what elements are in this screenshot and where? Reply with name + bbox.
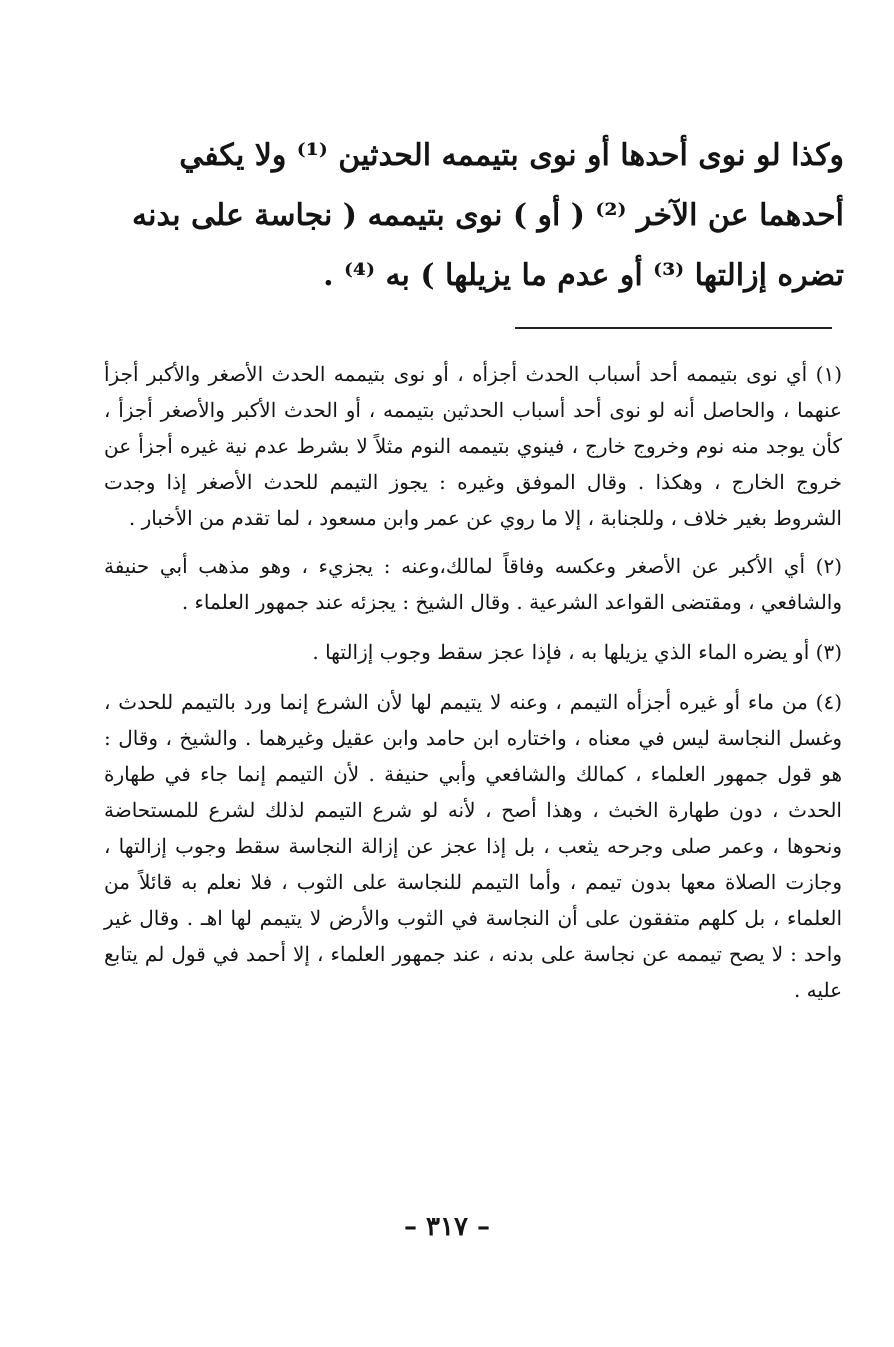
page-number: – ٣١٧ –	[403, 1212, 491, 1242]
main-text-line: أحدهما عن الآخر ⁽²⁾ ( أو ) نوى بتيممه ( نجاسة على بدنه	[132, 198, 844, 233]
footnote-3: (٣) أو يضره الماء الذي يزيلها به ، فإذا عجز سقط وجوب إزالتها .	[312, 640, 842, 664]
main-text-line: وكذا لو نوى أحدها أو نوى بتيممه الحدثين ⁽¹⁾ ولا يكفي	[179, 138, 844, 173]
footnote-4: (٤) من ماء أو غيره أجزأه التيمم ، وعنه لا يتيمم لها لأن الشرع إنما ورد بالتيمم للحدث ، وغسل النجاسة ليس في معناه ، واختاره ابن حامد وابن عقيل وغيرهما . والشيخ ، وقال : هو قول جمهور العلماء ، كمالك والشافعي وأبي حنيفة . لأن التيمم إنما جاء في طهارة الحدث ، دون طهارة الخبث ، وهذا أصح ، لأنه لو شرع التيمم لذلك لشرع للمستحاضة ونحوها ، وعمر صلى وجرحه يثعب ، بل إذا عجز عن إزالة النجاسة سقط وجوب إزالتها ، وجازت الصلاة معها بدون تيمم ، وأما التيمم للنجاسة على الثوب ، فلا نعلم به قائلاً من العلماء ، بل كلهم متفقون على أن النجاسة في الثوب والأرض لا يتيمم لها اهـ . وقال غير واحد : لا يصح تيممه عن نجاسة على بدنه ، عند جمهور العلماء ، إلا أحمد في قول لم يتابع عليه .	[104, 690, 843, 1002]
footnote-divider	[515, 327, 832, 329]
main-text	[100, 126, 844, 306]
main-text-line: تضره إزالتها ⁽³⁾ أو عدم ما يزيلها ) به ⁽⁴⁾ .	[323, 258, 844, 293]
footnote-2: (٢) أي الأكبر عن الأصغر وعكسه وفاقاً لمالك،وعنه : يجزيء ، وهو مذهب أبي حنيفة والشافعي ، ومقتضى القواعد الشرعية . وقال الشيخ : يجزئه عند جمهور العلماء .	[104, 554, 842, 614]
footnotes	[104, 356, 842, 1016]
footnote-1: (١) أي نوى بتيممه أحد أسباب الحدث أجزأه ، أو نوى بتيممه الحدث الأصغر والأكبر أجزأ عنهما ، والحاصل أنه لو نوى أحد أسباب الحدثين بتيممه ، أو الحدث الأكبر والأصغر أجزأ ، كأن يوجد منه نوم وخروج خارج ، فينوي بتيممه النوم مثلاً لا بشرط عدم نية غيره أجزأ عن خروج الخارج ، وهكذا . وقال الموفق وغيره : يجوز التيمم للحدث الأصغر إذا وجدت الشروط بغير خلاف ، وللجنابة ، إلا ما روي عن عمر وابن مسعود ، لما تقدم من الأخبار .	[104, 362, 842, 530]
